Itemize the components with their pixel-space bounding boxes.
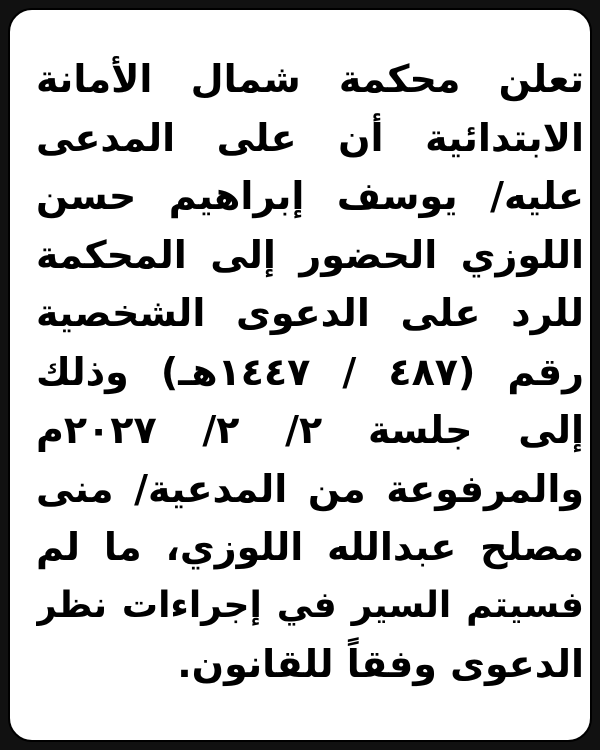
notice-line-1: تعلن محكمة شمال الأمانة <box>36 57 584 101</box>
notice-line-10: فسيتم السير في إجراءات نظر <box>36 584 584 626</box>
notice-line-4: اللوزي الحضور إلى المحكمة <box>36 232 584 277</box>
notice-line-2: الابتدائية أن على المدعى <box>36 115 584 160</box>
notice-line-5: للرد على الدعوى الشخصية <box>36 291 584 335</box>
notice-line-8: والمرفوعة من المدعية/ منى <box>36 466 584 511</box>
court-notice-text <box>36 50 584 694</box>
notice-line-11: الدعوى وفقاً للقانون. <box>177 642 584 686</box>
notice-line-3: عليه/ يوسف إبراهيم حسن <box>36 174 584 218</box>
notice-card <box>8 8 592 742</box>
notice-line-6: رقم (٤٨٧ / ١٤٤٧هـ) وذلك <box>36 349 584 394</box>
notice-line-9: مصلح عبدالله اللوزي، ما لم <box>36 525 584 569</box>
notice-line-7: إلى جلسة ٢/ ٢/ ٢٠٢٧م <box>36 408 584 452</box>
